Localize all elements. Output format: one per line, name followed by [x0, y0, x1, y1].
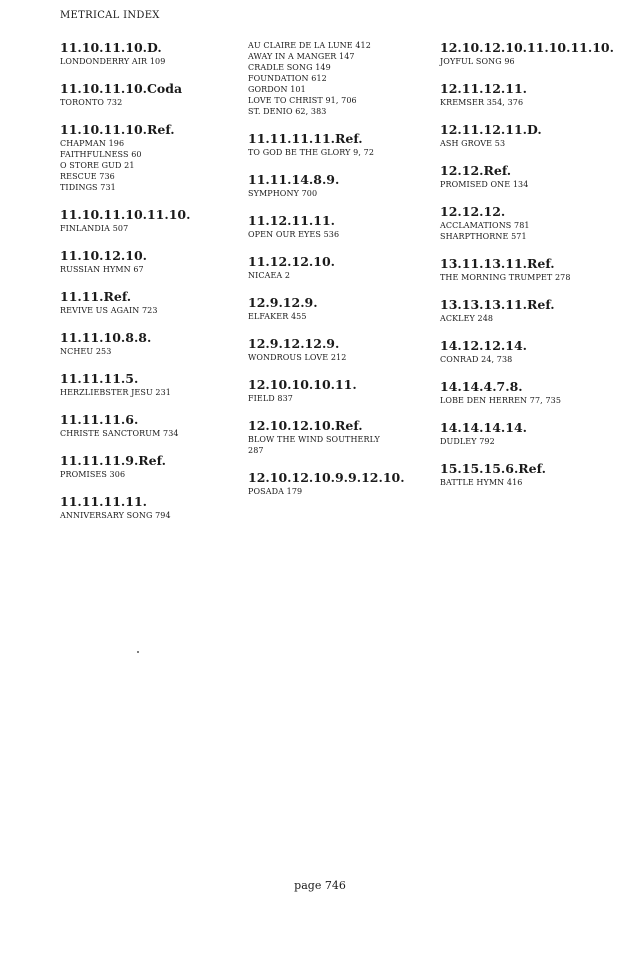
tune-entry: CHAPMAN 196 — [60, 139, 125, 148]
tune-entry: NCHEU 253 — [60, 347, 112, 356]
meter-heading: 12.10.10.10.11. — [248, 377, 357, 392]
meter-group — [60, 81, 240, 108]
meter-heading: 12.11.12.11. — [440, 81, 527, 96]
meter-heading: 11.10.11.10.Ref. — [60, 122, 175, 137]
meter-heading: 12.12.Ref. — [440, 163, 512, 178]
meter-heading: 12.10.12.10.Ref. — [248, 418, 363, 433]
meter-group — [60, 494, 240, 521]
meter-group — [248, 172, 433, 199]
index-column-3 — [440, 40, 620, 502]
meter-heading: 11.11.14.8.9. — [248, 172, 340, 187]
meter-heading: 13.11.13.11.Ref. — [440, 256, 555, 271]
index-column-2 — [248, 40, 433, 511]
tune-entry: O STORE GUD 21 — [60, 161, 135, 170]
meter-group — [60, 453, 240, 480]
meter-heading: 12.10.12.10.11.10.11.10. — [440, 40, 614, 55]
meter-group — [248, 377, 433, 404]
meter-heading: 11.10.11.10.Coda — [60, 81, 183, 96]
tune-entry: LOVE TO CHRIST 91, 706 — [248, 96, 357, 105]
tune-entry: CONRAD 24, 738 — [440, 355, 513, 364]
speck — [137, 651, 139, 653]
tune-entry: ANNIVERSARY SONG 794 — [60, 511, 171, 520]
meter-group — [60, 412, 240, 439]
meter-heading: 14.12.12.14. — [440, 338, 527, 353]
tune-entry: KREMSER 354, 376 — [440, 98, 524, 107]
tune-entry: FAITHFULNESS 60 — [60, 150, 142, 159]
tune-entry: FIELD 837 — [248, 394, 293, 403]
meter-group — [440, 204, 620, 242]
meter-group — [440, 256, 620, 283]
meter-heading: 12.9.12.9. — [248, 295, 318, 310]
meter-group — [60, 289, 240, 316]
meter-heading: 11.11.11.6. — [60, 412, 139, 427]
tune-entry: TORONTO 732 — [60, 98, 123, 107]
tune-entry: WONDROUS LOVE 212 — [248, 353, 347, 362]
meter-heading: 11.11.10.8.8. — [60, 330, 152, 345]
meter-group — [440, 122, 620, 149]
meter-group — [440, 297, 620, 324]
tune-entry: LONDONDERRY AIR 109 — [60, 57, 166, 66]
tune-entry: CRADLE SONG 149 — [248, 63, 331, 72]
meter-heading: 14.14.14.14. — [440, 420, 527, 435]
meter-group — [440, 81, 620, 108]
tune-entry: RESCUE 736 — [60, 172, 115, 181]
meter-heading: 11.11.11.9.Ref. — [60, 453, 166, 468]
tune-entry: ASH GROVE 53 — [440, 139, 506, 148]
tune-entry: LOBE DEN HERREN 77, 735 — [440, 396, 562, 405]
tune-entry: SHARPTHORNE 571 — [440, 232, 527, 241]
meter-group — [440, 420, 620, 447]
meter-heading: 11.11.11.11.Ref. — [248, 131, 363, 146]
tune-entry: HERZLIEBSTER JESU 231 — [60, 388, 171, 397]
tune-entry: SYMPHONY 700 — [248, 189, 318, 198]
meter-group — [248, 295, 433, 322]
tune-entry: RUSSIAN HYMN 67 — [60, 265, 144, 274]
tune-entry: OPEN OUR EYES 536 — [248, 230, 340, 239]
tune-entry: ACCLAMATIONS 781 — [440, 221, 530, 230]
meter-group — [440, 379, 620, 406]
meter-group — [60, 371, 240, 398]
tune-entry: FOUNDATION 612 — [248, 74, 327, 83]
tune-entry: POSADA 179 — [248, 487, 303, 496]
meter-heading: 12.10.12.10.9.9.12.10. — [248, 470, 405, 485]
meter-heading: 11.10.12.10. — [60, 248, 147, 263]
meter-heading: 11.11.Ref. — [60, 289, 132, 304]
meter-heading: 11.12.11.11. — [248, 213, 335, 228]
tune-entry: AWAY IN A MANGER 147 — [248, 52, 355, 61]
meter-group — [60, 40, 240, 67]
meter-group — [248, 40, 433, 117]
meter-group — [60, 248, 240, 275]
tune-entry: ACKLEY 248 — [440, 314, 494, 323]
tune-entry: GORDON 101 — [248, 85, 306, 94]
meter-group — [60, 122, 240, 193]
meter-group — [248, 254, 433, 281]
meter-group — [248, 336, 433, 363]
tune-entry: FINLANDIA 507 — [60, 224, 129, 233]
tune-entry: DUDLEY 792 — [440, 437, 495, 446]
tune-entry: TIDINGS 731 — [60, 183, 116, 192]
meter-group — [440, 461, 620, 488]
meter-group — [440, 163, 620, 190]
tune-entry: ST. DENIO 62, 383 — [248, 107, 327, 116]
meter-heading: 13.13.13.11.Ref. — [440, 297, 555, 312]
tune-entry: 287 — [248, 446, 264, 455]
meter-group — [440, 40, 620, 67]
meter-group — [60, 330, 240, 357]
tune-entry: CHRISTE SANCTORUM 734 — [60, 429, 179, 438]
meter-heading: 14.14.4.7.8. — [440, 379, 523, 394]
tune-entry: REVIVE US AGAIN 723 — [60, 306, 158, 315]
meter-heading: 11.12.12.10. — [248, 254, 335, 269]
meter-heading: 11.10.11.10.D. — [60, 40, 162, 55]
index-column-1 — [60, 40, 240, 535]
tune-entry: TO GOD BE THE GLORY 9, 72 — [248, 148, 375, 157]
meter-group — [248, 418, 433, 456]
tune-entry: THE MORNING TRUMPET 278 — [440, 273, 571, 282]
meter-heading: 12.11.12.11.D. — [440, 122, 542, 137]
tune-entry: AU CLAIRE DE LA LUNE 412 — [248, 41, 371, 50]
tune-entry: NICAEA 2 — [248, 271, 291, 280]
meter-group — [248, 213, 433, 240]
running-head: METRICAL INDEX — [60, 10, 160, 21]
tune-entry: ELFAKER 455 — [248, 312, 307, 321]
tune-entry: JOYFUL SONG 96 — [440, 57, 515, 66]
meter-heading: 11.11.11.5. — [60, 371, 139, 386]
tune-entry: PROMISES 306 — [60, 470, 126, 479]
tune-entry: BLOW THE WIND SOUTHERLY — [248, 435, 380, 444]
meter-heading: 11.11.11.11. — [60, 494, 147, 509]
meter-group — [248, 470, 433, 497]
page-number: page 746 — [294, 879, 346, 892]
meter-heading: 12.12.12. — [440, 204, 506, 219]
meter-heading: 11.10.11.10.11.10. — [60, 207, 191, 222]
meter-heading: 12.9.12.12.9. — [248, 336, 340, 351]
tune-entry: PROMISED ONE 134 — [440, 180, 529, 189]
meter-group — [248, 131, 433, 158]
meter-group — [60, 207, 240, 234]
tune-entry: BATTLE HYMN 416 — [440, 478, 523, 487]
meter-group — [440, 338, 620, 365]
meter-heading: 15.15.15.6.Ref. — [440, 461, 546, 476]
